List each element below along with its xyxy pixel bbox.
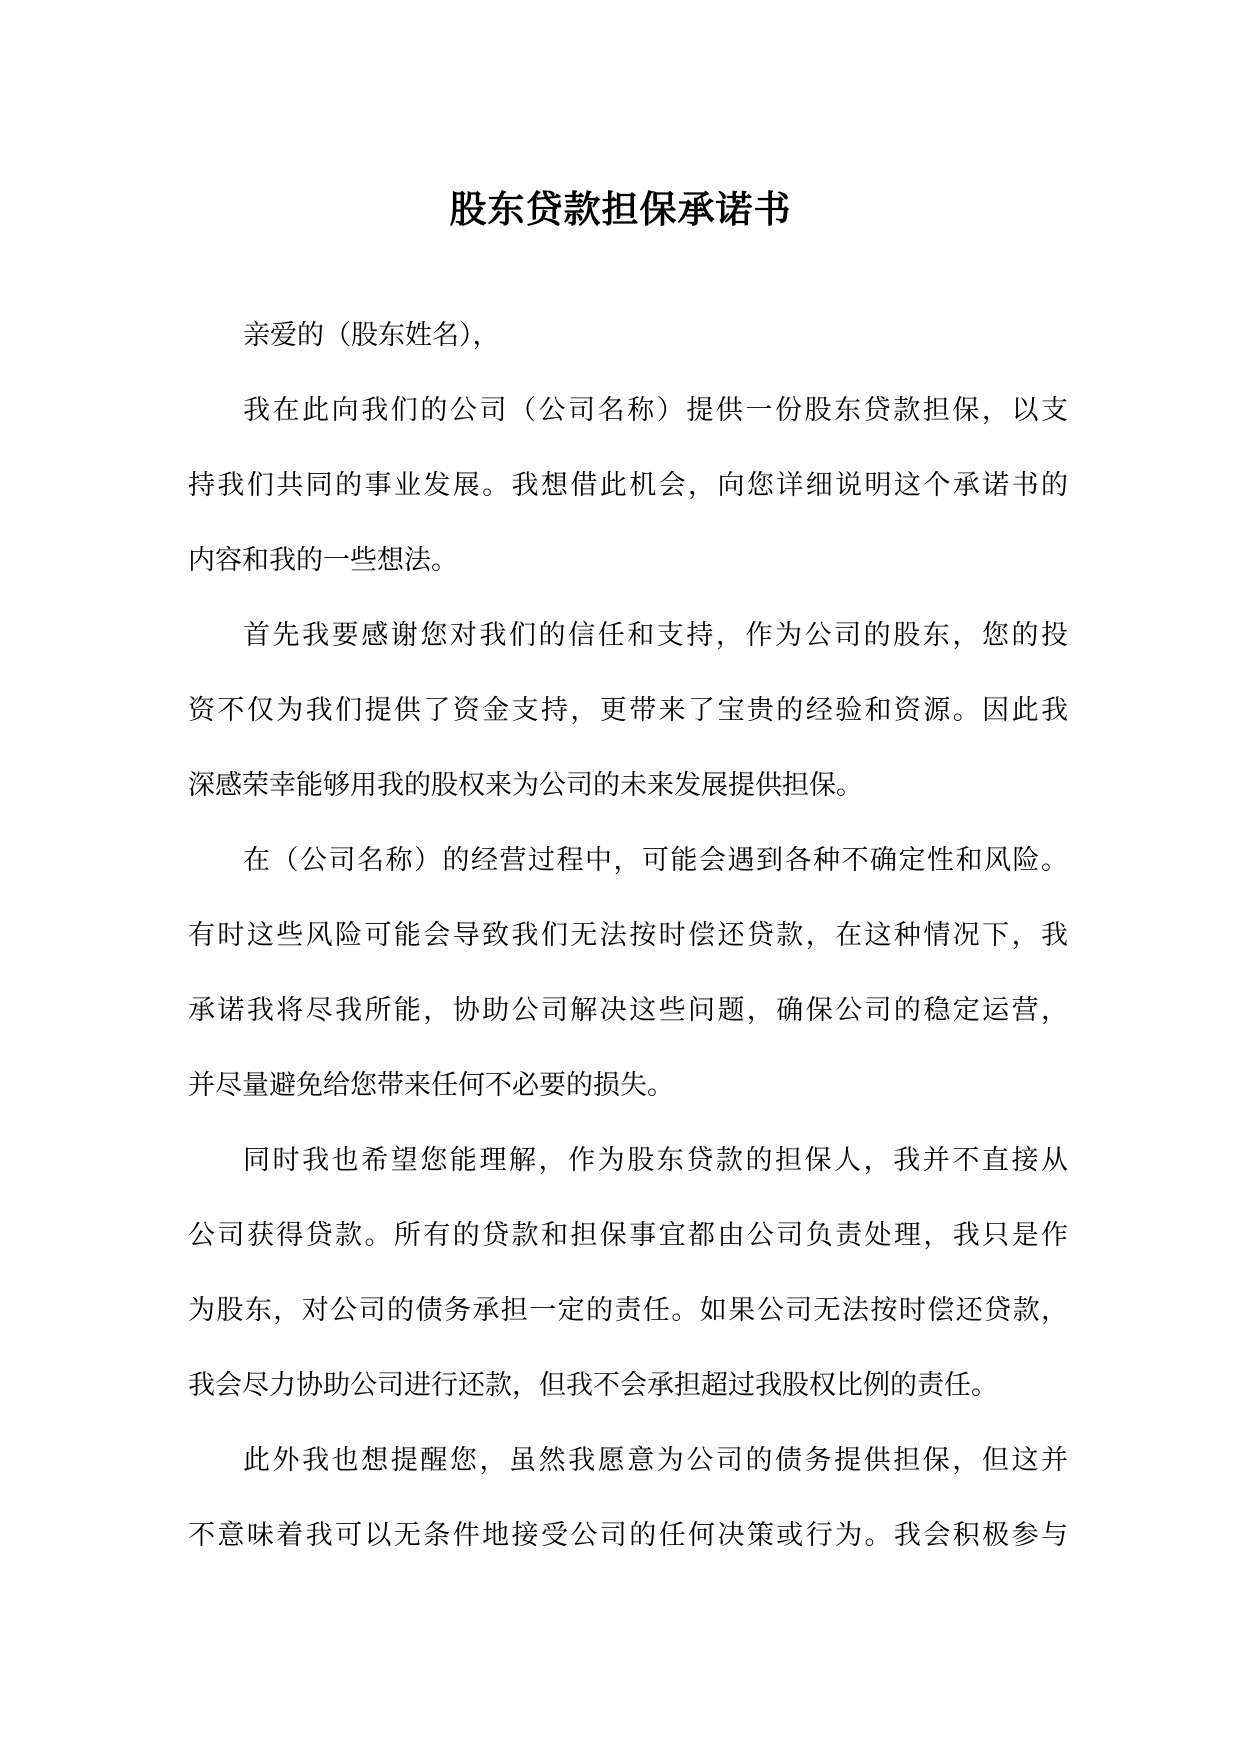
paragraph-line: 有时这些风险可能会导致我们无法按时偿还贷款，在这种情况下，我 — [188, 920, 1068, 951]
paragraph-line: 同时我也希望您能理解，作为股东贷款的担保人，我并不直接从 — [243, 1145, 1068, 1176]
paragraph-line: 深感荣幸能够用我的股权来为公司的未来发展提供担保。 — [188, 770, 863, 801]
paragraph — [188, 608, 1068, 833]
paragraph-line: 首先我要感谢您对我们的信任和支持，作为公司的股东，您的投 — [243, 620, 1068, 651]
paragraph-line: 内容和我的一些想法。 — [188, 545, 458, 576]
paragraph-line: 亲爱的（股东姓名）， — [243, 320, 500, 351]
paragraph-line: 此外我也想提醒您，虽然我愿意为公司的债务提供担保，但这并 — [243, 1445, 1068, 1476]
paragraph-line: 我会尽力协助公司进行还款，但我不会承担超过我股权比例的责任。 — [188, 1370, 998, 1401]
paragraph-line: 我在此向我们的公司（公司名称）提供一份股东贷款担保，以支 — [243, 395, 1068, 426]
paragraph-line: 公司获得贷款。所有的贷款和担保事宜都由公司负责处理，我只是作 — [188, 1220, 1068, 1251]
document-title: 股东贷款担保承诺书 — [449, 187, 792, 231]
paragraph-line: 承诺我将尽我所能，协助公司解决这些问题，确保公司的稳定运营， — [188, 995, 1068, 1026]
paragraph — [188, 308, 1068, 383]
paragraph-line: 在（公司名称）的经营过程中，可能会遇到各种不确定性和风险。 — [243, 845, 1068, 876]
paragraph — [188, 833, 1068, 1133]
paragraph-line: 持我们共同的事业发展。我想借此机会，向您详细说明这个承诺书的 — [188, 470, 1068, 501]
paragraph — [188, 383, 1068, 608]
paragraph-line: 并尽量避免给您带来任何不必要的损失。 — [188, 1070, 674, 1101]
document-body — [188, 308, 1068, 1583]
paragraph — [188, 1433, 1068, 1583]
paragraph-line: 资不仅为我们提供了资金支持，更带来了宝贵的经验和资源。因此我 — [188, 695, 1068, 726]
paragraph-line: 为股东，对公司的债务承担一定的责任。如果公司无法按时偿还贷款， — [188, 1295, 1068, 1326]
paragraph-line: 不意味着我可以无条件地接受公司的任何决策或行为。我会积极参与 — [188, 1520, 1068, 1551]
paragraph — [188, 1133, 1068, 1433]
